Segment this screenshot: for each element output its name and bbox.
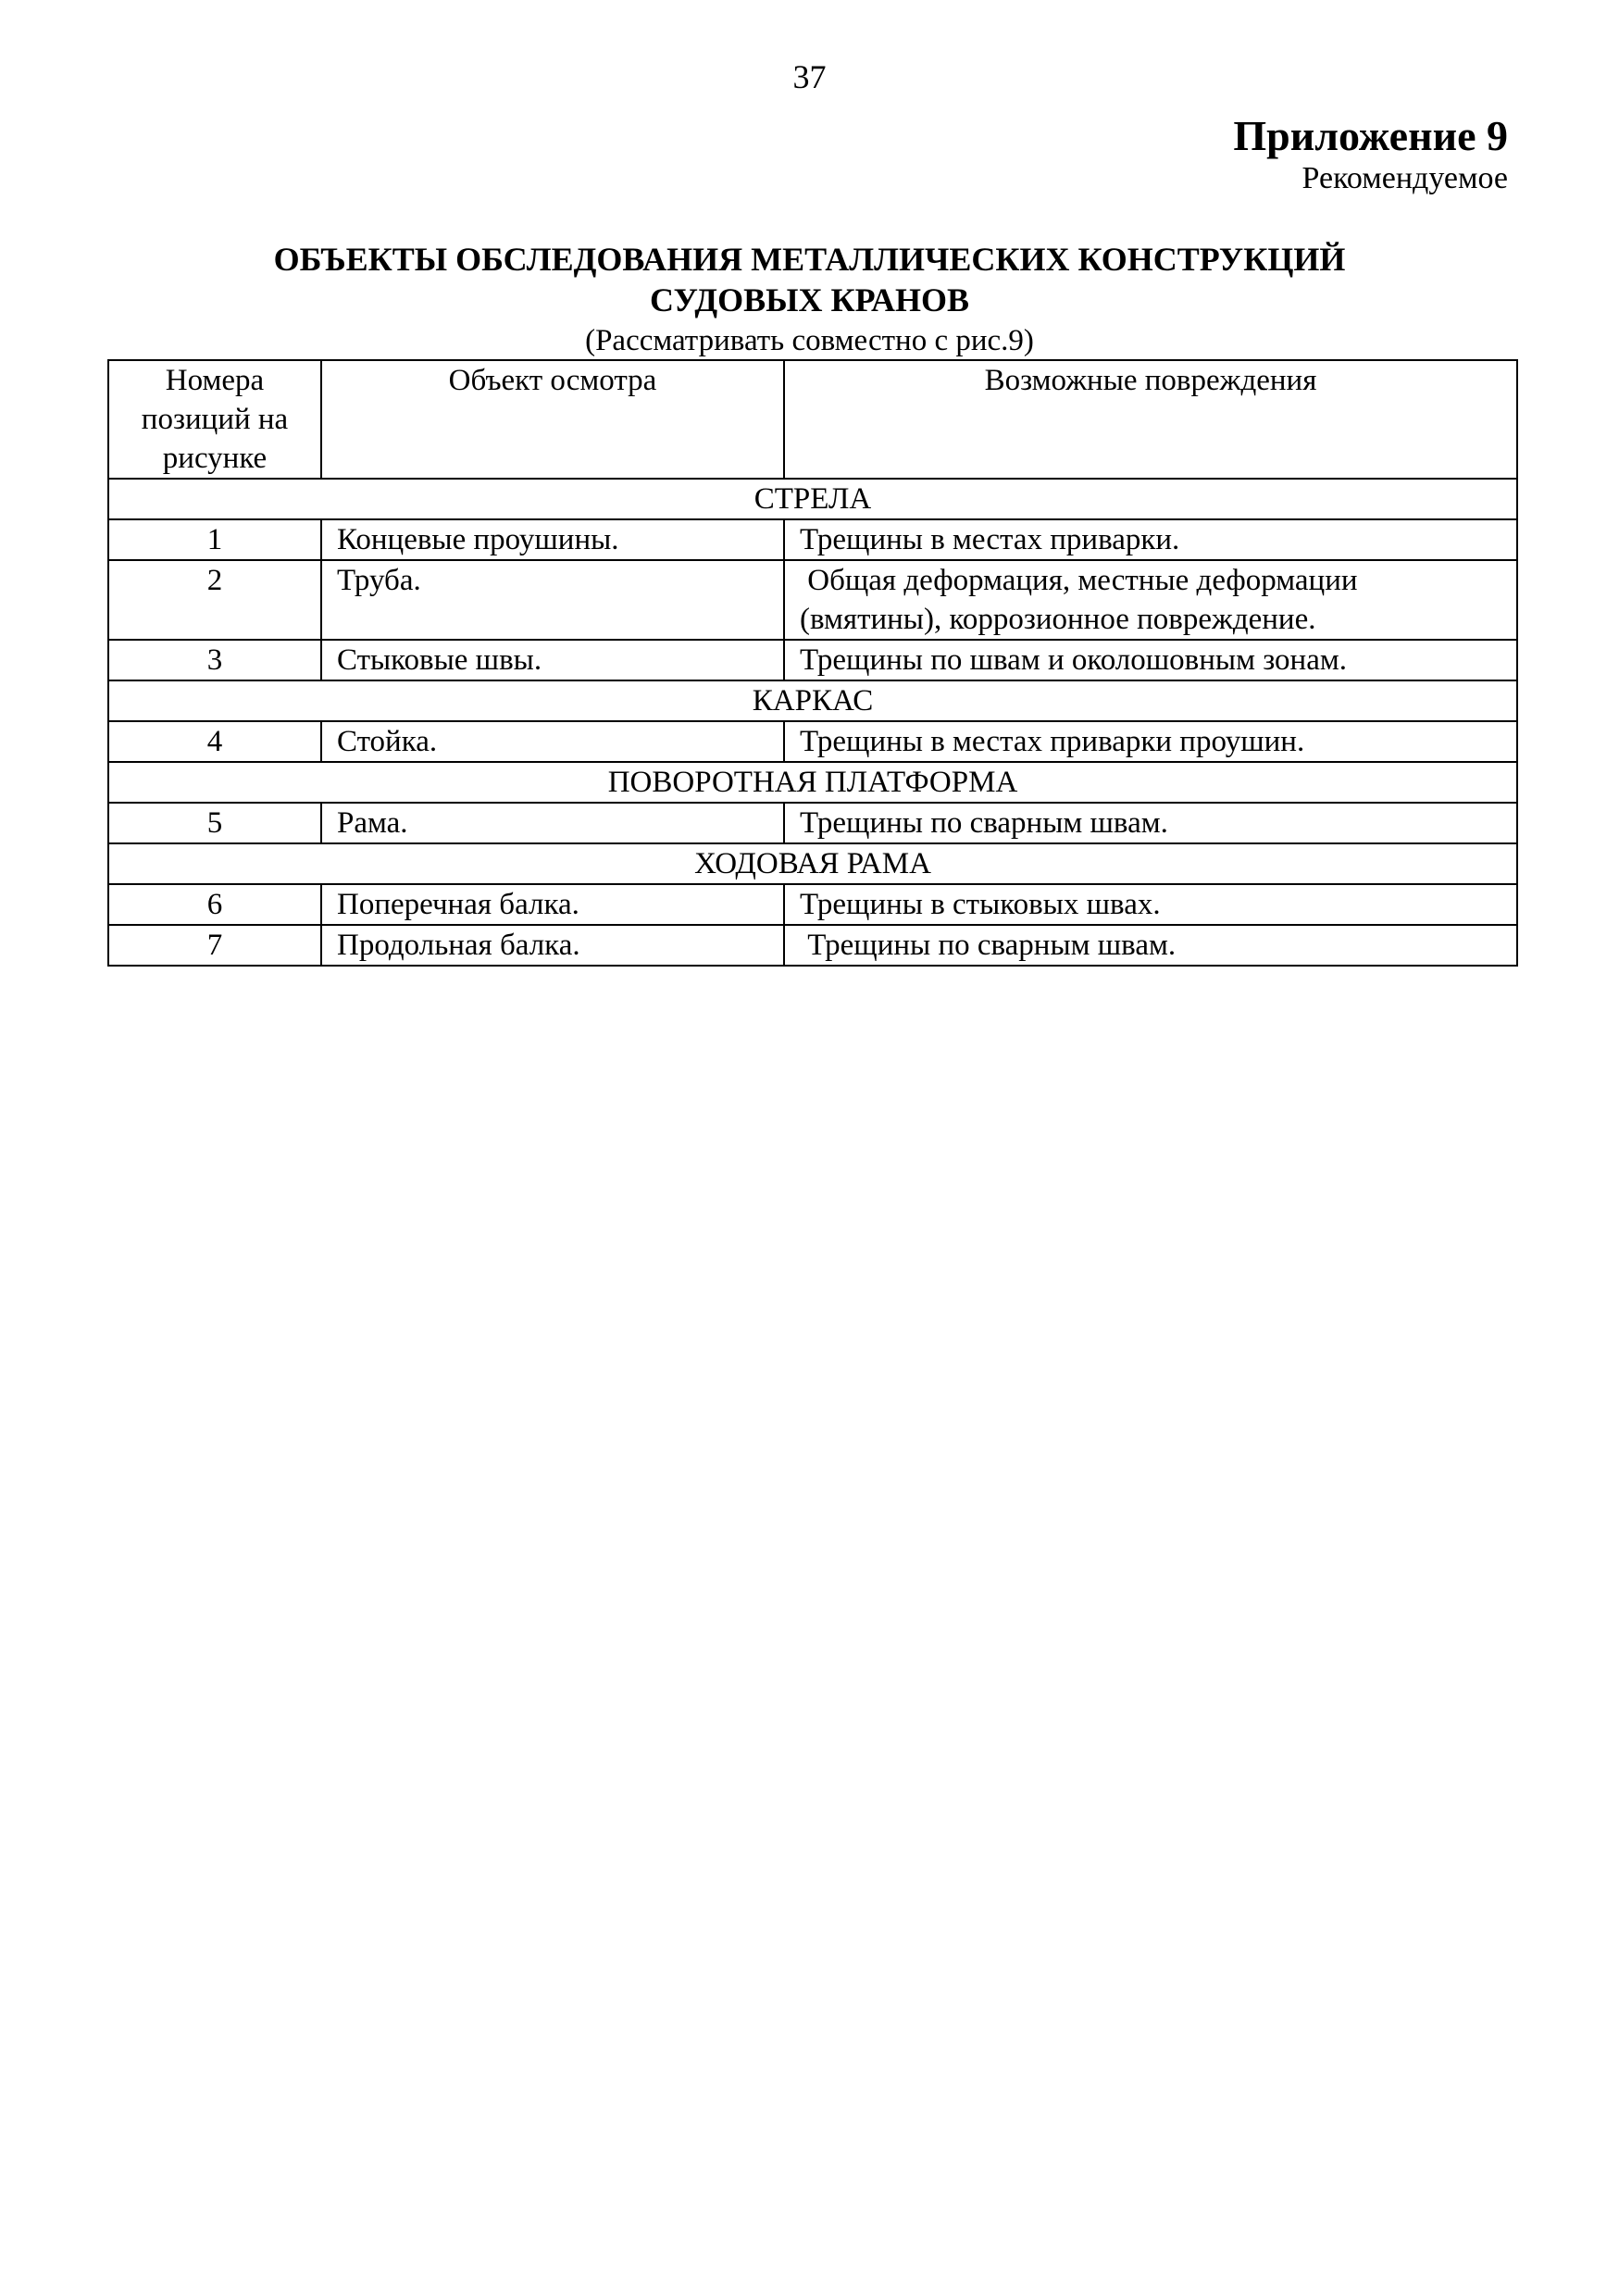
row-damage: Трещины по сварным швам. xyxy=(784,925,1517,966)
row-number: 5 xyxy=(108,803,321,843)
row-damage: Трещины в местах приварки. xyxy=(784,519,1517,560)
row-damage: Общая деформация, местные деформации (вмятины), коррозионное повреждение. xyxy=(784,560,1517,640)
row-number: 3 xyxy=(108,640,321,680)
document-title xyxy=(0,239,1619,320)
row-number: 7 xyxy=(108,925,321,966)
row-object: Стыковые швы. xyxy=(321,640,784,680)
table-row xyxy=(108,519,1517,560)
row-damage: Трещины по сварным швам. xyxy=(784,803,1517,843)
row-object: Концевые проушины. xyxy=(321,519,784,560)
table-header-row xyxy=(108,360,1517,479)
inspection-objects-table xyxy=(107,359,1518,967)
row-object: Рама. xyxy=(321,803,784,843)
section-row xyxy=(108,479,1517,519)
document-title-line-1: ОБЪЕКТЫ ОБСЛЕДОВАНИЯ МЕТАЛЛИЧЕСКИХ КОНСТРУКЦИЙ xyxy=(273,241,1346,278)
row-damage: Трещины по швам и околошовным зонам. xyxy=(784,640,1517,680)
section-frame: КАРКАС xyxy=(108,680,1517,721)
page-number: 37 xyxy=(792,58,827,95)
document-note: (Рассматривать совместно с рис.9) xyxy=(585,324,1034,357)
section-boom: СТРЕЛА xyxy=(108,479,1517,519)
row-number: 4 xyxy=(108,721,321,762)
table-row xyxy=(108,803,1517,843)
section-travel-frame: ХОДОВАЯ РАМА xyxy=(108,843,1517,884)
row-damage: Трещины в стыковых швах. xyxy=(784,884,1517,925)
document-title-line-2: СУДОВЫХ КРАНОВ xyxy=(650,281,969,318)
row-object: Стойка. xyxy=(321,721,784,762)
row-number: 1 xyxy=(108,519,321,560)
table-row xyxy=(108,884,1517,925)
table-row xyxy=(108,721,1517,762)
section-row xyxy=(108,843,1517,884)
header-possible-damage: Возможные повреждения xyxy=(784,360,1517,479)
row-object: Поперечная балка. xyxy=(321,884,784,925)
row-object: Труба. xyxy=(321,560,784,640)
appendix-title: Приложение 9 xyxy=(1233,112,1508,159)
row-damage: Трещины в местах приварки проушин. xyxy=(784,721,1517,762)
appendix-subtitle: Рекомендуемое xyxy=(1301,161,1508,195)
section-rotating-platform: ПОВОРОТНАЯ ПЛАТФОРМА xyxy=(108,762,1517,803)
section-row xyxy=(108,680,1517,721)
table-row xyxy=(108,640,1517,680)
row-number: 6 xyxy=(108,884,321,925)
header-position-numbers: Номера позиций на рисунке xyxy=(108,360,321,479)
row-number: 2 xyxy=(108,560,321,640)
header-inspection-object: Объект осмотра xyxy=(321,360,784,479)
row-object: Продольная балка. xyxy=(321,925,784,966)
section-row xyxy=(108,762,1517,803)
table-row xyxy=(108,560,1517,640)
table-row xyxy=(108,925,1517,966)
